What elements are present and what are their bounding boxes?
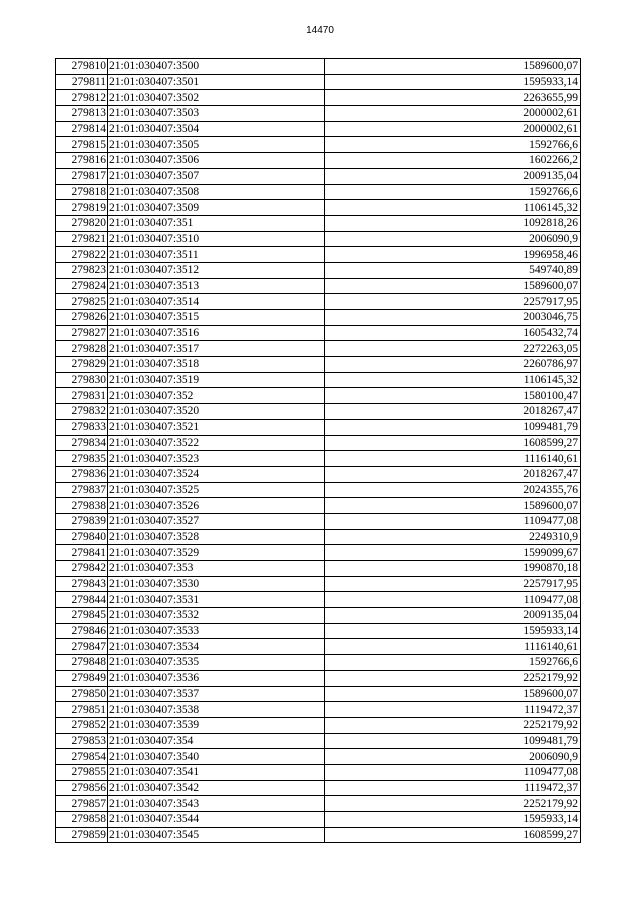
table-row (56, 90, 581, 106)
row-number-cell: 279811 (56, 74, 108, 90)
row-number-cell: 279821 (56, 231, 108, 247)
row-number-cell: 279815 (56, 137, 108, 153)
cadastral-value-cell: 2000002,61 (325, 106, 581, 122)
cadastral-number-cell: 21:01:030407:3512 (108, 262, 325, 278)
row-number-cell: 279816 (56, 153, 108, 169)
cadastral-number-cell: 21:01:030407:3531 (108, 592, 325, 608)
table-row (56, 168, 581, 184)
cadastral-number-cell: 21:01:030407:3501 (108, 74, 325, 90)
table-row (56, 655, 581, 671)
cadastral-number-cell: 21:01:030407:3520 (108, 404, 325, 420)
cadastral-number-cell: 21:01:030407:3544 (108, 812, 325, 828)
cadastral-number-cell: 21:01:030407:3535 (108, 655, 325, 671)
table-row (56, 184, 581, 200)
row-number-cell: 279859 (56, 827, 108, 843)
table-row (56, 106, 581, 122)
table-row (56, 388, 581, 404)
table-row (56, 137, 581, 153)
cadastral-value-cell: 1599099,67 (325, 545, 581, 561)
cadastral-value-cell: 2018267,47 (325, 466, 581, 482)
cadastral-number-cell: 21:01:030407:3507 (108, 168, 325, 184)
row-number-cell: 279829 (56, 357, 108, 373)
cadastral-value-cell: 2006090,9 (325, 231, 581, 247)
cadastral-number-cell: 21:01:030407:3532 (108, 608, 325, 624)
table-row (56, 121, 581, 137)
cadastral-number-cell: 21:01:030407:3540 (108, 749, 325, 765)
cadastral-number-cell: 21:01:030407:3504 (108, 121, 325, 137)
table-row (56, 231, 581, 247)
row-number-cell: 279840 (56, 529, 108, 545)
row-number-cell: 279844 (56, 592, 108, 608)
cadastral-number-cell: 21:01:030407:3503 (108, 106, 325, 122)
cadastral-number-cell: 21:01:030407:3500 (108, 59, 325, 75)
table-row (56, 419, 581, 435)
table-row (56, 639, 581, 655)
cadastral-value-cell: 2003046,75 (325, 310, 581, 326)
row-number-cell: 279826 (56, 310, 108, 326)
table-row (56, 576, 581, 592)
cadastral-number-cell: 21:01:030407:3511 (108, 247, 325, 263)
table-row (56, 498, 581, 514)
table-row (56, 592, 581, 608)
cadastral-number-cell: 21:01:030407:3522 (108, 435, 325, 451)
cadastral-value-cell: 1595933,14 (325, 812, 581, 828)
table-row (56, 247, 581, 263)
cadastral-number-cell: 21:01:030407:3513 (108, 278, 325, 294)
row-number-cell: 279856 (56, 780, 108, 796)
cadastral-value-cell: 1592766,6 (325, 655, 581, 671)
cadastral-value-cell: 1099481,79 (325, 419, 581, 435)
row-number-cell: 279838 (56, 498, 108, 514)
cadastral-number-cell: 21:01:030407:353 (108, 561, 325, 577)
table-row (56, 59, 581, 75)
table-row (56, 278, 581, 294)
cadastral-number-cell: 21:01:030407:3526 (108, 498, 325, 514)
row-number-cell: 279847 (56, 639, 108, 655)
table-row (56, 764, 581, 780)
cadastral-value-cell: 1106145,32 (325, 200, 581, 216)
cadastral-number-cell: 21:01:030407:3509 (108, 200, 325, 216)
cadastral-value-cell: 1592766,6 (325, 184, 581, 200)
row-number-cell: 279835 (56, 451, 108, 467)
table-row (56, 466, 581, 482)
table-row (56, 482, 581, 498)
cadastral-number-cell: 21:01:030407:3515 (108, 310, 325, 326)
cadastral-value-table (55, 58, 581, 843)
table-row (56, 513, 581, 529)
row-number-cell: 279810 (56, 59, 108, 75)
cadastral-number-cell: 21:01:030407:3519 (108, 372, 325, 388)
cadastral-number-cell: 21:01:030407:3542 (108, 780, 325, 796)
row-number-cell: 279813 (56, 106, 108, 122)
table-row (56, 325, 581, 341)
table-row (56, 717, 581, 733)
cadastral-number-cell: 21:01:030407:3541 (108, 764, 325, 780)
row-number-cell: 279830 (56, 372, 108, 388)
table-row (56, 670, 581, 686)
table-row (56, 357, 581, 373)
row-number-cell: 279857 (56, 796, 108, 812)
cadastral-value-cell: 2009135,04 (325, 168, 581, 184)
table-row (56, 404, 581, 420)
cadastral-value-cell: 1589600,07 (325, 278, 581, 294)
cadastral-value-cell: 1109477,08 (325, 764, 581, 780)
cadastral-value-cell: 2000002,61 (325, 121, 581, 137)
table-row (56, 215, 581, 231)
row-number-cell: 279854 (56, 749, 108, 765)
cadastral-value-cell: 1580100,47 (325, 388, 581, 404)
cadastral-number-cell: 21:01:030407:3502 (108, 90, 325, 106)
cadastral-value-cell: 1099481,79 (325, 733, 581, 749)
row-number-cell: 279823 (56, 262, 108, 278)
table-row (56, 451, 581, 467)
row-number-cell: 279812 (56, 90, 108, 106)
row-number-cell: 279828 (56, 341, 108, 357)
table-row (56, 310, 581, 326)
cadastral-number-cell: 21:01:030407:3524 (108, 466, 325, 482)
cadastral-number-cell: 21:01:030407:3506 (108, 153, 325, 169)
cadastral-number-cell: 21:01:030407:3510 (108, 231, 325, 247)
row-number-cell: 279843 (56, 576, 108, 592)
cadastral-value-cell: 549740,89 (325, 262, 581, 278)
cadastral-value-cell: 2249310,9 (325, 529, 581, 545)
cadastral-value-cell: 1602266,2 (325, 153, 581, 169)
row-number-cell: 279850 (56, 686, 108, 702)
table-row (56, 749, 581, 765)
row-number-cell: 279836 (56, 466, 108, 482)
row-number-cell: 279853 (56, 733, 108, 749)
table-row (56, 200, 581, 216)
cadastral-number-cell: 21:01:030407:3514 (108, 294, 325, 310)
row-number-cell: 279824 (56, 278, 108, 294)
table-row (56, 780, 581, 796)
cadastral-value-cell: 1116140,61 (325, 451, 581, 467)
row-number-cell: 279825 (56, 294, 108, 310)
cadastral-number-cell: 21:01:030407:3523 (108, 451, 325, 467)
row-number-cell: 279831 (56, 388, 108, 404)
cadastral-value-cell: 2257917,95 (325, 576, 581, 592)
row-number-cell: 279817 (56, 168, 108, 184)
row-number-cell: 279842 (56, 561, 108, 577)
row-number-cell: 279851 (56, 702, 108, 718)
cadastral-value-cell: 1605432,74 (325, 325, 581, 341)
row-number-cell: 279839 (56, 513, 108, 529)
cadastral-number-cell: 21:01:030407:3516 (108, 325, 325, 341)
cadastral-value-cell: 1116140,61 (325, 639, 581, 655)
row-number-cell: 279852 (56, 717, 108, 733)
cadastral-value-cell: 1990870,18 (325, 561, 581, 577)
row-number-cell: 279846 (56, 623, 108, 639)
cadastral-value-cell: 1109477,08 (325, 592, 581, 608)
cadastral-number-cell: 21:01:030407:3527 (108, 513, 325, 529)
table-row (56, 529, 581, 545)
table-row (56, 686, 581, 702)
cadastral-value-cell: 2024355,76 (325, 482, 581, 498)
table-row (56, 262, 581, 278)
cadastral-number-cell: 21:01:030407:3534 (108, 639, 325, 655)
cadastral-value-cell: 1106145,32 (325, 372, 581, 388)
table-row (56, 702, 581, 718)
cadastral-number-cell: 21:01:030407:3505 (108, 137, 325, 153)
cadastral-number-cell: 21:01:030407:3537 (108, 686, 325, 702)
row-number-cell: 279833 (56, 419, 108, 435)
cadastral-value-cell: 1092818,26 (325, 215, 581, 231)
row-number-cell: 279818 (56, 184, 108, 200)
row-number-cell: 279845 (56, 608, 108, 624)
cadastral-number-cell: 21:01:030407:3529 (108, 545, 325, 561)
row-number-cell: 279832 (56, 404, 108, 420)
table-row (56, 372, 581, 388)
cadastral-value-cell: 1589600,07 (325, 686, 581, 702)
cadastral-value-cell: 1608599,27 (325, 435, 581, 451)
row-number-cell: 279848 (56, 655, 108, 671)
cadastral-number-cell: 21:01:030407:3543 (108, 796, 325, 812)
cadastral-number-cell: 21:01:030407:3525 (108, 482, 325, 498)
page-number: 14470 (306, 25, 334, 36)
cadastral-value-cell: 1996958,46 (325, 247, 581, 263)
cadastral-number-cell: 21:01:030407:3518 (108, 357, 325, 373)
cadastral-number-cell: 21:01:030407:3528 (108, 529, 325, 545)
cadastral-value-cell: 1589600,07 (325, 59, 581, 75)
cadastral-value-cell: 2006090,9 (325, 749, 581, 765)
cadastral-number-cell: 21:01:030407:3530 (108, 576, 325, 592)
row-number-cell: 279837 (56, 482, 108, 498)
cadastral-number-cell: 21:01:030407:3539 (108, 717, 325, 733)
table-body (56, 59, 581, 843)
row-number-cell: 279814 (56, 121, 108, 137)
cadastral-number-cell: 21:01:030407:352 (108, 388, 325, 404)
cadastral-value-cell: 2260786,97 (325, 357, 581, 373)
cadastral-number-cell: 21:01:030407:354 (108, 733, 325, 749)
cadastral-number-cell: 21:01:030407:3508 (108, 184, 325, 200)
cadastral-value-cell: 1595933,14 (325, 623, 581, 639)
cadastral-number-cell: 21:01:030407:3545 (108, 827, 325, 843)
row-number-cell: 279820 (56, 215, 108, 231)
cadastral-value-cell: 1109477,08 (325, 513, 581, 529)
table-row (56, 827, 581, 843)
table-row (56, 341, 581, 357)
cadastral-value-cell: 2252179,92 (325, 717, 581, 733)
cadastral-number-cell: 21:01:030407:3517 (108, 341, 325, 357)
cadastral-value-cell: 1589600,07 (325, 498, 581, 514)
row-number-cell: 279855 (56, 764, 108, 780)
table-row (56, 294, 581, 310)
cadastral-value-cell: 2257917,95 (325, 294, 581, 310)
table-row (56, 812, 581, 828)
cadastral-value-cell: 2018267,47 (325, 404, 581, 420)
table-row (56, 623, 581, 639)
cadastral-number-cell: 21:01:030407:3521 (108, 419, 325, 435)
cadastral-value-cell: 2252179,92 (325, 670, 581, 686)
table-row (56, 74, 581, 90)
table-row (56, 153, 581, 169)
table-row (56, 545, 581, 561)
cadastral-value-cell: 2263655,99 (325, 90, 581, 106)
cadastral-number-cell: 21:01:030407:3538 (108, 702, 325, 718)
row-number-cell: 279819 (56, 200, 108, 216)
cadastral-value-cell: 1595933,14 (325, 74, 581, 90)
cadastral-number-cell: 21:01:030407:3533 (108, 623, 325, 639)
cadastral-value-cell: 1608599,27 (325, 827, 581, 843)
table-row (56, 796, 581, 812)
cadastral-number-cell: 21:01:030407:351 (108, 215, 325, 231)
table-row (56, 561, 581, 577)
cadastral-value-cell: 1119472,37 (325, 702, 581, 718)
row-number-cell: 279822 (56, 247, 108, 263)
cadastral-value-cell: 2272263,05 (325, 341, 581, 357)
row-number-cell: 279834 (56, 435, 108, 451)
cadastral-value-cell: 1119472,37 (325, 780, 581, 796)
table-row (56, 608, 581, 624)
row-number-cell: 279849 (56, 670, 108, 686)
cadastral-value-cell: 1592766,6 (325, 137, 581, 153)
row-number-cell: 279841 (56, 545, 108, 561)
cadastral-value-cell: 2009135,04 (325, 608, 581, 624)
table-row (56, 435, 581, 451)
row-number-cell: 279858 (56, 812, 108, 828)
table-row (56, 733, 581, 749)
cadastral-number-cell: 21:01:030407:3536 (108, 670, 325, 686)
row-number-cell: 279827 (56, 325, 108, 341)
cadastral-value-cell: 2252179,92 (325, 796, 581, 812)
